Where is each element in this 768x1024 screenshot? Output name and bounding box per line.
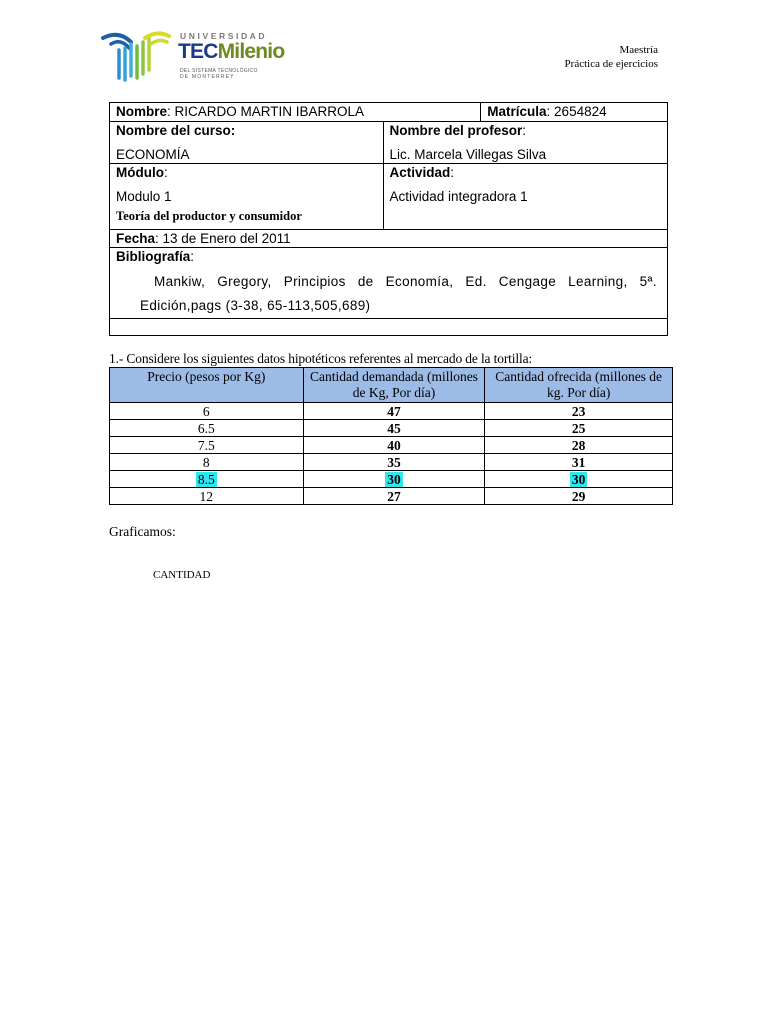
demand-cell: 45 bbox=[303, 420, 485, 437]
student-name-label: Nombre bbox=[116, 104, 168, 119]
tecmilenio-wing-icon bbox=[101, 28, 173, 82]
supply-cell: 28 bbox=[485, 437, 673, 454]
header-quantity-supplied: Cantidad ofrecida (millones de kg. Por día) bbox=[485, 368, 673, 403]
activity-cell: Actividad: Actividad integradora 1 bbox=[383, 164, 667, 230]
graph-axis-label: CANTIDAD bbox=[153, 569, 211, 581]
header-quantity-demanded: Cantidad demandada (millones de Kg, Por día) bbox=[303, 368, 485, 403]
student-name-cell bbox=[110, 103, 481, 122]
price-cell: 6 bbox=[110, 403, 304, 420]
price-cell: 12 bbox=[110, 488, 304, 505]
program-label: Maestría bbox=[619, 44, 658, 56]
table-row bbox=[110, 471, 673, 488]
matricula-label: Matrícula bbox=[487, 104, 547, 119]
price-cell: 7.5 bbox=[110, 437, 304, 454]
matricula-cell bbox=[481, 103, 668, 122]
professor-label: Nombre del profesor bbox=[389, 123, 523, 138]
supply-cell: 30 bbox=[485, 471, 673, 488]
date-cell bbox=[110, 230, 668, 248]
price-cell: 8.5 bbox=[110, 471, 304, 488]
demand-cell: 35 bbox=[303, 454, 485, 471]
market-data-table bbox=[109, 367, 673, 505]
table-row bbox=[110, 403, 673, 420]
table-row bbox=[110, 454, 673, 471]
table-row bbox=[110, 437, 673, 454]
logo-subtitle-1: DEL SISTEMA TECNOLÓGICO bbox=[180, 68, 258, 74]
activity-value: Actividad integradora 1 bbox=[389, 189, 528, 204]
demand-cell: 40 bbox=[303, 437, 485, 454]
date-label: Fecha bbox=[116, 231, 156, 246]
module-value: Modulo 1 bbox=[116, 189, 172, 204]
document-header bbox=[565, 43, 658, 71]
professor-value: Lic. Marcela Villegas Silva bbox=[389, 147, 547, 162]
logo-subtitle-2: DE MONTERREY bbox=[180, 74, 235, 80]
course-value: ECONOMÍA bbox=[116, 147, 190, 162]
module-label: Módulo bbox=[116, 165, 164, 180]
question-text: 1.- Considere los siguientes datos hipotéticos referentes al mercado de la tortilla: bbox=[109, 351, 533, 366]
demand-cell: 47 bbox=[303, 403, 485, 420]
university-logo bbox=[101, 28, 291, 88]
course-label: Nombre del curso: bbox=[116, 123, 236, 138]
logo-university-text: UNIVERSIDAD bbox=[180, 31, 268, 41]
supply-cell: 29 bbox=[485, 488, 673, 505]
price-cell: 6.5 bbox=[110, 420, 304, 437]
professor-cell: Nombre del profesor: Lic. Marcela Villegas Silva bbox=[383, 122, 667, 164]
supply-cell: 31 bbox=[485, 454, 673, 471]
module-cell: Módulo: Modulo 1 Teoría del productor y consumidor bbox=[110, 164, 384, 230]
module-topic: Teoría del productor y consumidor bbox=[116, 209, 302, 223]
header-price: Precio (pesos por Kg) bbox=[110, 368, 304, 403]
student-name-value: : RICARDO MARTIN IBARROLA bbox=[167, 104, 365, 119]
activity-label: Actividad bbox=[389, 165, 451, 180]
supply-cell: 23 bbox=[485, 403, 673, 420]
date-value: : 13 de Enero del 2011 bbox=[155, 231, 291, 246]
price-cell: 8 bbox=[110, 454, 304, 471]
logo-brand-name: TECMilenio bbox=[178, 40, 285, 63]
bibliography-line-2: Edición,pags (3-38, 65-113,505,689) bbox=[140, 298, 371, 313]
demand-cell: 30 bbox=[303, 471, 485, 488]
matricula-value: : 2654824 bbox=[546, 104, 607, 119]
bibliography-text bbox=[116, 270, 661, 318]
table-row bbox=[110, 420, 673, 437]
bibliography-cell: Bibliografía: Mankiw, Gregory, Principios de Economía, Ed. Cengage Learning, 5ª. Edición,pags (3-38, 65-113,505,689) bbox=[110, 248, 668, 319]
document-type: Práctica de ejercicios bbox=[564, 58, 658, 70]
demand-cell: 27 bbox=[303, 488, 485, 505]
course-cell bbox=[110, 122, 384, 164]
supply-cell: 25 bbox=[485, 420, 673, 437]
table-row bbox=[110, 488, 673, 505]
empty-row bbox=[110, 319, 668, 336]
student-info-table bbox=[109, 102, 668, 336]
bibliography-label: Bibliografía bbox=[116, 249, 191, 264]
bibliography-line-1: Mankiw, Gregory, Principios de Economía, Ed. Cengage Learning, 5ª. bbox=[154, 274, 657, 289]
graph-intro-text: Graficamos: bbox=[109, 524, 176, 539]
